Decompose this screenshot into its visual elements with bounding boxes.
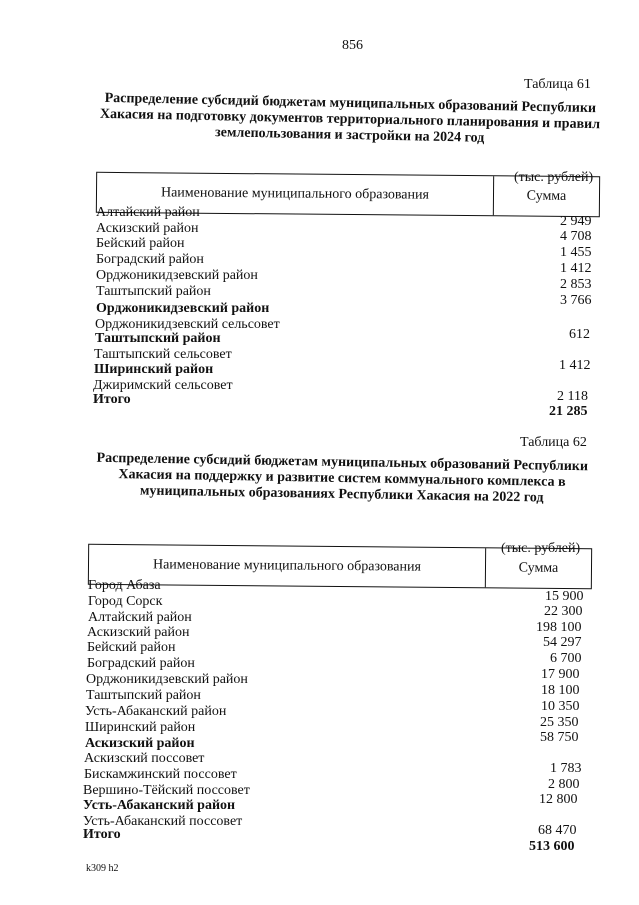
table-62-row: Алтайский район <box>88 610 192 625</box>
table-62-row: Вершино-Тёйский поссовет <box>83 783 250 798</box>
table-62-row: Итого <box>83 827 121 842</box>
table-61-value: 2 118 <box>557 389 588 404</box>
table-62-row: Усть-Абаканский район <box>85 704 227 719</box>
table-62-value: 6 700 <box>550 651 582 666</box>
table-62-value: 2 800 <box>548 777 580 792</box>
table-62-header <box>88 544 592 589</box>
table-62-col-name: Наименование муниципального образования <box>152 556 422 575</box>
table-61-row: Таштыпский сельсовет <box>94 347 232 362</box>
table-61-row: Таштыпский район <box>95 331 221 346</box>
table-62-units: (тыс. рублей) <box>501 541 581 556</box>
table-61-row: Ширинский район <box>94 362 214 377</box>
table-62-value: 22 300 <box>544 604 583 619</box>
table-61-value: 1 412 <box>559 358 591 373</box>
table-62-row: Таштыпский район <box>86 688 201 703</box>
table-61-value: 3 766 <box>560 293 592 308</box>
table-61-row: Аскизский район <box>96 221 199 236</box>
table-62-row: Бискамжинский поссовет <box>84 767 237 782</box>
table-61-number: Таблица 61 <box>524 77 591 92</box>
table-62-row: Ширинский район <box>85 720 196 735</box>
table-62-value: 25 350 <box>540 715 579 730</box>
table-62-row: Орджоникидзевский район <box>86 672 248 687</box>
table-61-row: Итого <box>93 392 131 407</box>
table-61-value: 4 708 <box>560 229 592 244</box>
table-61-row: Орджоникидзевский сельсовет <box>95 317 280 332</box>
table-61-value: 2 853 <box>560 277 592 292</box>
table-61-units: (тыс. рублей) <box>514 170 594 185</box>
table-62-value: 18 100 <box>541 683 580 698</box>
table-61-row: Алтайский район <box>96 205 200 220</box>
table-61-col-name: Наименование муниципального образования <box>160 184 430 203</box>
table-62-col-sum: Сумма <box>485 548 591 588</box>
table-61-row: Таштыпский район <box>96 284 211 299</box>
table-61-row: Орджоникидзевский район <box>96 301 270 316</box>
table-61-row: Орджоникидзевский район <box>96 268 258 283</box>
table-61-value: 612 <box>569 327 590 342</box>
table-62-title: Распределение субсидий бюджетам муниципальных образований Республики Хакасия на поддержку и развитие систем коммунального комплекса в муниципальных образованиях Республики Хакасия на 2022 год <box>96 450 589 506</box>
table-62-value: 1 783 <box>550 761 582 776</box>
table-62-row: Бейский район <box>87 640 176 655</box>
footer-code: k309 h2 <box>86 863 119 874</box>
table-61-value: 1 412 <box>560 261 592 276</box>
table-62-value: 17 900 <box>541 667 580 682</box>
table-62-value: 10 350 <box>541 699 580 714</box>
table-61-row: Джиримский сельсовет <box>93 378 233 393</box>
table-62-value: 12 800 <box>539 792 578 807</box>
table-62-value: 58 750 <box>540 730 579 745</box>
table-61-row: Боградский район <box>96 252 204 267</box>
table-62-row: Усть-Абаканский поссовет <box>83 814 243 829</box>
table-62-row: Город Сорск <box>88 594 163 609</box>
table-61-value: 2 949 <box>560 214 592 229</box>
table-61-col-sum: Сумма <box>493 176 599 216</box>
table-61-title: Распределение субсидий бюджетам муниципальных образований Республики Хакасия на подготовку документов территориального планирования и правил землепользования и застройки на 2024 год <box>99 90 601 146</box>
page-number: 856 <box>342 38 363 53</box>
table-62-value: 198 100 <box>536 620 582 635</box>
table-61-total: 21 285 <box>549 404 588 419</box>
table-62-row: Усть-Абаканский район <box>83 798 236 813</box>
table-62-value: 68 470 <box>538 823 577 838</box>
table-62-number: Таблица 62 <box>520 435 587 450</box>
table-62-total: 513 600 <box>529 839 575 854</box>
table-62-row: Город Абаза <box>88 578 161 593</box>
table-61-row: Бейский район <box>96 236 185 251</box>
table-62-row: Аскизский район <box>87 625 190 640</box>
table-62-value: 54 297 <box>543 635 582 650</box>
table-61-value: 1 455 <box>560 245 592 260</box>
table-62-row: Аскизский район <box>85 736 195 751</box>
table-62-value: 15 900 <box>545 589 584 604</box>
table-62-row: Боградский район <box>87 656 195 671</box>
table-62-row: Аскизский поссовет <box>84 751 205 766</box>
